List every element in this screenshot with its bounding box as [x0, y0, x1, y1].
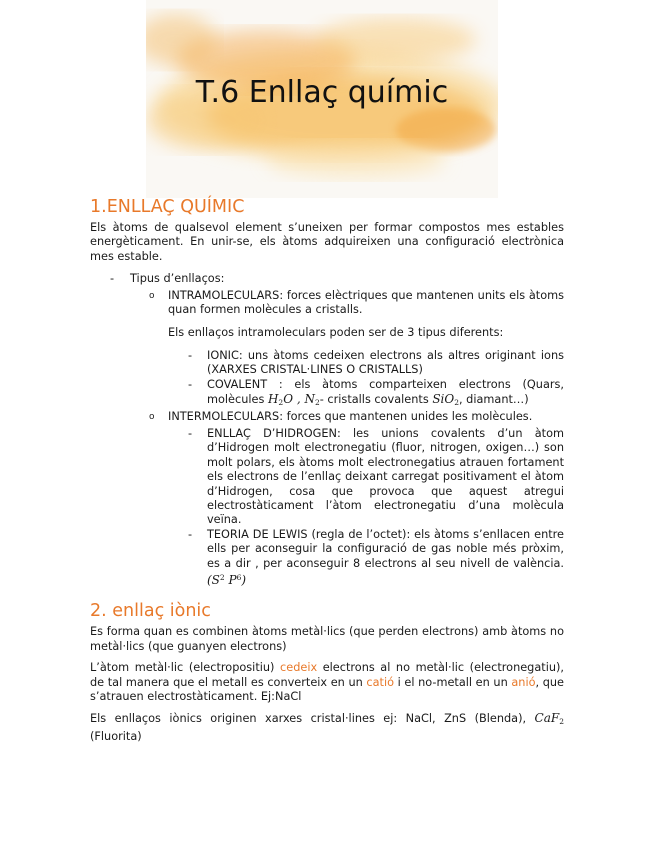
dash-bullet-icon: -: [188, 527, 193, 541]
formula-s2p6: ($S^2$ $P^6$): [207, 572, 247, 587]
circle-bullet-icon: o: [149, 290, 155, 301]
list-item: [168, 378, 564, 411]
covalent-text-b: - cristalls covalents: [319, 393, 433, 407]
list-item: [168, 427, 564, 528]
section-2-paragraph-3: [90, 711, 564, 744]
page-title: T.6 Enllaç químic: [195, 75, 449, 110]
section-heading-1: 1.ENLLAÇ QUÍMIC: [90, 197, 245, 217]
list-item: [168, 349, 564, 378]
hydrogen-bond-text: ENLLAÇ D’HIDROGEN: les unions covalents d’un àtom d’Hidrogen molt electronegatiu (fluor, nitrogen, oxigen…) son molt polars, els àtoms molt electronegatius atrauen fortament els electrons de l’enllaç deixant carregat positivament el àtom d’Hidrogen, cosa que provoca que aquest atregui electrostàticament l’àtom electronegatiu d’una molècula veïna.: [207, 426, 564, 527]
dash-bullet-icon: -: [188, 377, 193, 391]
highlight-cation: catió: [366, 675, 395, 689]
formula-caf2: CaF$_2$: [534, 711, 564, 727]
intermolecular-text: INTERMOLECULARS: forces que mantenen unides les molècules.: [168, 410, 533, 424]
types-label: Tipus d’enllaços:: [130, 272, 225, 286]
bond-categories-list: [130, 289, 564, 589]
circle-bullet-icon: o: [149, 412, 155, 423]
list-item: [130, 289, 564, 411]
lewis-text: TEORIA DE LEWIS (regla de l’octet): els àtoms s’enllacen entre ells per aconseguir la configuració de gas noble més pròxim, es a dir , per aconseguir 8 electrons al seu nivell de valència.: [207, 527, 564, 570]
list-item: [130, 410, 564, 588]
document-body: [90, 196, 564, 744]
covalent-text-a: COVALENT : els àtoms comparteixen electrons (Quars, molècules: [207, 377, 564, 407]
section-2-paragraph-1: Es forma quan es combinen àtoms metàl·lics (que perden electrons) amb àtoms no metàl·lics (que guanyen electrons): [90, 625, 564, 653]
section-heading-2: 2. enllaç iònic: [90, 601, 211, 622]
list-item: [90, 272, 564, 588]
highlight-anion: anió: [511, 675, 536, 689]
formula-sio2: SiO$_2$: [432, 392, 459, 408]
formula-h2o: $H_2O$ , $N_2$: [267, 392, 320, 408]
dash-bullet-icon: -: [110, 272, 115, 286]
ionic-text: IONIC: uns àtoms cedeixen electrons als altres originant ions (XARXES CRISTAL·LINES O CRISTALLS): [207, 348, 564, 377]
p3-text-a: Els enllaços iònics originen xarxes cristal·lines ej: NaCl, ZnS (Blenda),: [90, 712, 535, 726]
list-item: [168, 528, 564, 589]
p2-text-b: electrons al no metàl·lic (electronegatiu), de tal manera que el metall es converteix en un: [90, 661, 564, 689]
intermolecular-types-list: [168, 427, 564, 588]
p2-text-c: i el no-metall en un: [394, 675, 512, 689]
dash-bullet-icon: -: [188, 426, 193, 440]
intramolecular-subtitle: Els enllaços intramoleculars poden ser de 3 tipus diferents:: [168, 326, 504, 340]
p3-text-b: (Fluorita): [90, 729, 142, 743]
p2-text-a: L’àtom metàl·lic (electropositiu): [90, 661, 281, 675]
highlight-cedeix: cedeix: [280, 661, 318, 675]
dash-bullet-icon: -: [188, 348, 193, 362]
covalent-text-c: , diamant…): [459, 393, 529, 407]
section-2-paragraph-2: [90, 661, 564, 704]
intramolecular-types-list: [168, 349, 564, 411]
section-1-intro: Els àtoms de qualsevol element s’uneixen per formar compostos mes estables energèticament. En unir-se, els àtoms adquireixen una configuració electrònica mes estable.: [90, 221, 564, 263]
intramolecular-text: INTRAMOLECULARS: forces elèctriques que mantenen units els àtoms quan formen molècules a cristalls.: [168, 288, 564, 317]
bond-types-list: [90, 272, 564, 588]
title-banner: [146, 0, 498, 198]
p2-text-d: , que s’atrauen electrostàticament. Ej:NaCl: [90, 675, 564, 703]
